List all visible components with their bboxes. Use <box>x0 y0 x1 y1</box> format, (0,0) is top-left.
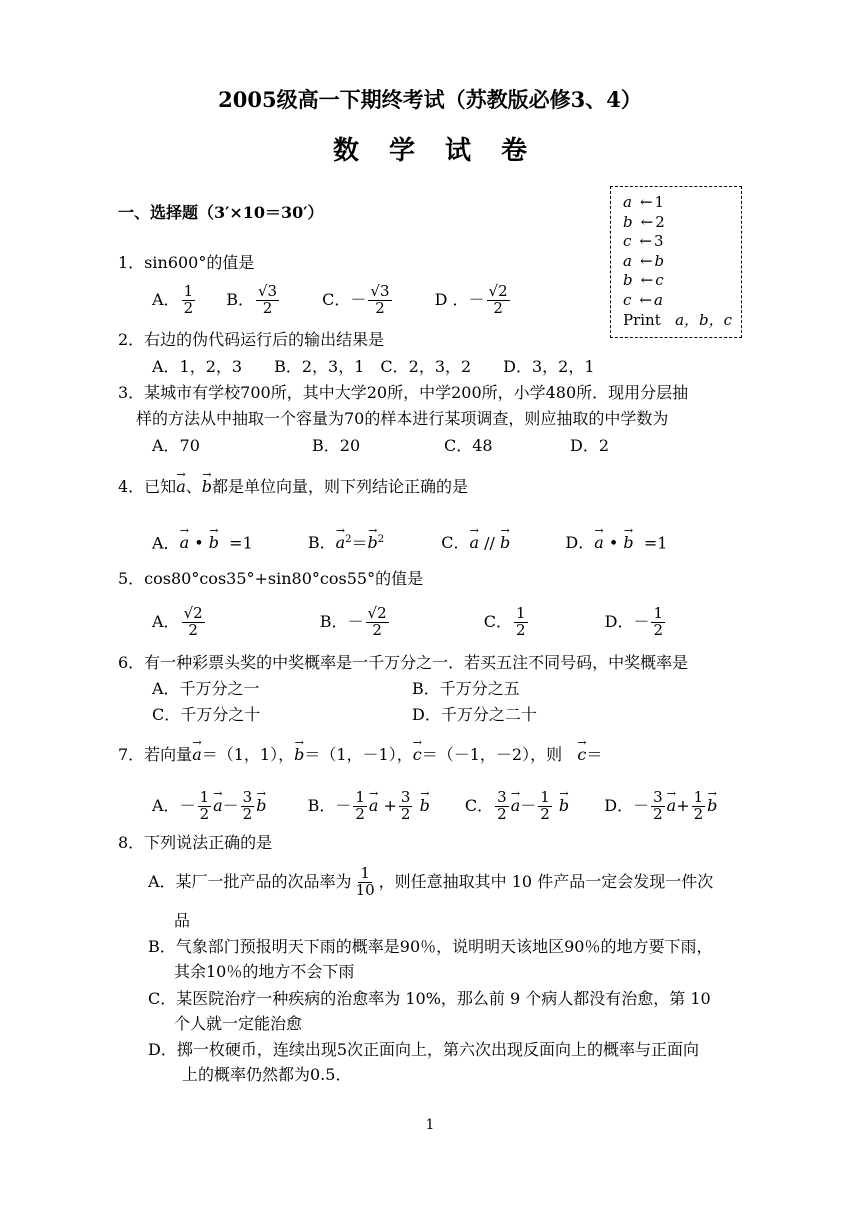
code-var: a <box>623 193 632 211</box>
numerator: √2 <box>488 282 508 300</box>
fraction <box>368 284 391 317</box>
vector-a: → a <box>594 532 604 554</box>
vector-b: → b <box>202 476 212 498</box>
fraction <box>487 284 510 317</box>
question-3-stem-line1: 3．某城市有学校700所，其中大学20所，中学200所，小学480所．现用分层抽 <box>118 383 689 402</box>
question-8-option-c-line1: C．某医院治疗一种疾病的治愈率为 10%，那么前 9 个病人都没有治愈，第 10 <box>148 989 711 1008</box>
question-2-options: A．1，2，3 B．2，3，1 C．2，3，2 D．3，2，1 <box>152 357 595 376</box>
vector-c-value: ＝（－1，－2），则 <box>421 745 563 764</box>
stem-text: 、 <box>185 477 202 496</box>
fraction <box>241 790 255 823</box>
option-a-label: A． <box>152 289 180 309</box>
denominator: 2 <box>693 804 704 823</box>
numerator: 3 <box>497 788 507 806</box>
question-6-option-b: B．千万分之五 <box>412 679 520 698</box>
fraction <box>514 606 528 639</box>
fraction <box>538 790 552 823</box>
numerator: √2 <box>367 604 387 622</box>
option-b-label: B． <box>307 533 336 553</box>
fraction <box>366 606 389 639</box>
option-d-label: D．－ <box>604 611 650 631</box>
denominator: 2 <box>262 298 273 317</box>
exam-subtitle: 数学试卷 <box>332 136 557 166</box>
equals-sign: ＝ <box>586 745 603 764</box>
code-var: b <box>623 271 633 290</box>
vector-a: → a <box>192 744 202 766</box>
stem-text: 4．已知 <box>118 477 177 496</box>
option-d-label: D．－ <box>604 795 650 815</box>
denominator: 2 <box>653 804 663 823</box>
fraction <box>651 606 665 639</box>
vector-a: → a <box>667 795 677 817</box>
plus-sign: + <box>383 795 397 815</box>
question-6-stem: 6．有一种彩票头奖的中奖概率是一千万分之一．若买五注不同号码，中奖概率是 <box>118 653 689 672</box>
vector-b: → b <box>368 532 378 554</box>
fraction <box>198 790 212 823</box>
denominator: 2 <box>242 804 253 823</box>
code-line <box>623 193 741 213</box>
vector-b: → b <box>420 795 430 817</box>
assign-arrow: ← <box>639 232 652 251</box>
fraction <box>256 284 279 317</box>
code-var: c <box>623 232 632 251</box>
question-1-options <box>152 284 512 317</box>
option-b-label: B． <box>226 289 254 309</box>
numerator: 3 <box>400 788 411 806</box>
code-value: 1 <box>654 193 665 211</box>
question-8-option-a-line1 <box>148 866 713 899</box>
assign-arrow: ← <box>639 251 653 270</box>
code-value: b <box>654 251 665 270</box>
fraction <box>353 790 367 823</box>
fraction <box>182 606 205 639</box>
plus-sign: + <box>676 795 690 815</box>
vector-a: → a <box>511 795 521 817</box>
denominator: 2 <box>540 804 550 823</box>
vector-a-value: ＝（1，1）， <box>201 745 295 764</box>
numerator: √3 <box>257 282 278 300</box>
equals-sign: ＝ <box>351 533 368 553</box>
option-d-label: D ．－ <box>434 289 485 309</box>
denominator: 10 <box>355 880 375 899</box>
exam-title: 2005级高一下期终考试（苏教版必修3、4） <box>218 87 642 112</box>
option-c-label: C．－ <box>322 289 367 309</box>
code-line <box>623 271 741 291</box>
code-line <box>623 252 741 272</box>
print-args: a，b，c <box>675 310 733 329</box>
vector-b: → b <box>294 744 304 766</box>
option-b-label: B．－ <box>307 795 352 815</box>
code-var: a <box>623 251 632 270</box>
question-8-stem: 8．下列说法正确的是 <box>118 833 273 852</box>
dot-operator: • <box>194 533 204 553</box>
code-var: b <box>623 212 633 231</box>
denominator: 2 <box>653 620 664 639</box>
option-a-text: ，则任意抽取其中 10 件产品一定会发现一件次 <box>378 871 714 891</box>
vector-a: → a <box>369 795 379 817</box>
code-var: c <box>623 290 632 309</box>
denominator: 2 <box>497 804 507 823</box>
question-8-option-a-line2: 品 <box>174 911 191 930</box>
code-value: 2 <box>655 212 665 231</box>
question-3-option-a: A．70 <box>152 436 200 455</box>
vector-c: → c <box>413 744 422 766</box>
fraction <box>495 790 509 823</box>
minus-sign: － <box>222 795 239 815</box>
question-5-stem: 5．cos80°cos35°+sin80°cos55°的值是 <box>118 569 424 588</box>
question-3-stem-line2: 样的方法从中抽取一个容量为70的样本进行某项调查，则应抽取的中学数为 <box>136 409 669 428</box>
numerator: 1 <box>540 788 550 806</box>
assign-arrow: ← <box>639 193 653 211</box>
vector-b-value: ＝（1，－1）， <box>304 745 413 764</box>
denominator: 2 <box>493 298 503 317</box>
option-a-text: A．某厂一批产品的次品率为 <box>148 871 352 891</box>
option-a-tail: =1 <box>229 533 253 553</box>
numerator: 1 <box>693 788 704 806</box>
numerator: √2 <box>183 604 203 622</box>
denominator: 2 <box>188 620 198 639</box>
question-6-option-a: A．千万分之一 <box>152 679 260 698</box>
code-line <box>623 213 741 233</box>
vector-a: → a <box>470 532 480 554</box>
vector-b-squared <box>368 529 385 554</box>
section-heading: 一、选择题（3′×10＝30′） <box>118 203 324 222</box>
code-line <box>623 291 741 311</box>
vector-a: → a <box>213 795 223 817</box>
denominator: 2 <box>199 804 210 823</box>
vector-a: → a <box>336 532 346 554</box>
vector-b: → b <box>209 532 219 554</box>
vector-b: → b <box>500 532 510 554</box>
fraction <box>399 790 413 823</box>
question-8-option-d-line1: D．掷一枚硬币，连续出现5次正面向上，第六次出现反面向上的概率与正面向 <box>148 1040 700 1059</box>
minus-sign: － <box>520 795 537 815</box>
question-3-option-d: D．2 <box>570 436 610 455</box>
numerator: 3 <box>242 788 253 806</box>
option-c-label: C． <box>441 533 470 553</box>
option-d-label: D． <box>565 533 595 553</box>
assign-arrow: ← <box>640 212 654 231</box>
code-print-line <box>623 311 741 331</box>
dot-operator: • <box>608 533 619 553</box>
vector-a: → a <box>176 476 186 498</box>
denominator: 2 <box>515 620 526 639</box>
denominator: 2 <box>400 804 411 823</box>
numerator: 1 <box>183 282 194 300</box>
question-1-stem: 1．sin600°的值是 <box>118 253 255 272</box>
vector-b: → b <box>559 795 569 817</box>
exponent: 2 <box>377 534 385 545</box>
print-keyword: Print <box>623 310 661 329</box>
vector-a-squared <box>336 529 352 554</box>
fraction <box>651 790 665 823</box>
option-a-label: A． <box>152 611 180 631</box>
option-c-label: C． <box>483 611 512 631</box>
question-8-option-d-line2: 上的概率仍然都为0.5． <box>182 1065 352 1084</box>
question-2-stem: 2．右边的伪代码运行后的输出结果是 <box>118 330 385 349</box>
question-6-option-d: D．千万分之二十 <box>412 705 537 724</box>
code-value: 3 <box>653 232 664 251</box>
question-5-options <box>152 606 667 639</box>
numerator: 1 <box>360 864 370 882</box>
fraction <box>692 790 706 823</box>
question-7-options <box>152 790 717 823</box>
question-4-options <box>152 529 667 554</box>
numerator: 1 <box>355 788 365 806</box>
vector-c: → c <box>577 744 586 766</box>
denominator: 2 <box>183 298 194 317</box>
denominator: 2 <box>372 620 382 639</box>
fraction <box>354 866 377 899</box>
question-8-option-b-line2: 其余10％的地方不会下雨 <box>174 962 355 981</box>
question-6-option-c: C．千万分之十 <box>152 705 261 724</box>
option-d-tail: =1 <box>643 533 668 553</box>
code-value: a <box>653 290 663 309</box>
pseudo-code-box <box>610 186 742 338</box>
numerator: 3 <box>653 788 663 806</box>
code-line <box>623 232 741 252</box>
exponent: 2 <box>345 534 352 545</box>
assign-arrow: ← <box>639 290 652 309</box>
vector-b: → b <box>707 795 717 817</box>
numerator: 1 <box>199 788 210 806</box>
vector-b: → b <box>623 532 633 554</box>
numerator: 1 <box>653 604 664 622</box>
parallel-operator: // <box>484 533 495 553</box>
stem-text: 都是单位向量，则下列结论正确的是 <box>212 477 469 496</box>
denominator: 2 <box>375 298 385 317</box>
vector-a: → a <box>180 532 190 554</box>
page-number: 1 <box>425 1117 435 1133</box>
question-4-stem <box>118 476 468 498</box>
numerator: 1 <box>515 604 526 622</box>
option-c-label: C． <box>464 795 494 815</box>
question-8-option-c-line2: 个人就一定能治愈 <box>174 1014 303 1033</box>
question-8-option-b-line1: B．气象部门预报明天下雨的概率是90％，说明明天该地区90％的地方要下雨， <box>148 937 713 956</box>
option-a-label: A．－ <box>152 795 196 815</box>
option-a-label: A． <box>152 533 180 553</box>
denominator: 2 <box>355 804 365 823</box>
question-3-option-b: B．20 <box>312 436 361 455</box>
fraction <box>182 284 196 317</box>
code-value: c <box>655 271 664 290</box>
vector-b: → b <box>256 795 266 817</box>
numerator: √3 <box>370 282 390 300</box>
question-7-stem <box>118 744 602 766</box>
stem-text: 7．若向量 <box>118 745 193 764</box>
option-b-label: B．－ <box>319 611 364 631</box>
assign-arrow: ← <box>640 271 654 290</box>
question-3-option-c: C．48 <box>444 436 493 455</box>
